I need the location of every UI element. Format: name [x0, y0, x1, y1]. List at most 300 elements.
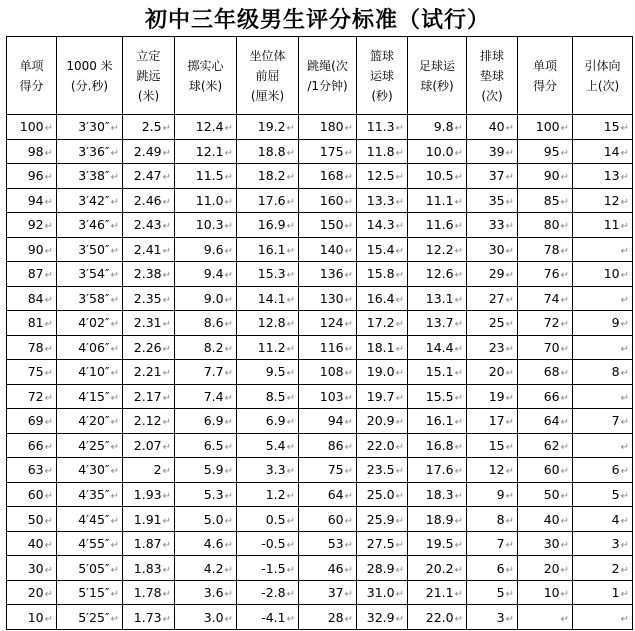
cell-value: 72: [543, 315, 560, 331]
return-mark-icon: ↵: [505, 147, 514, 159]
cell-value: 98: [27, 143, 44, 159]
table-cell: [123, 507, 175, 532]
cell-value: -0.5: [261, 536, 286, 552]
cell-value: 8.6: [203, 315, 224, 331]
return-mark-icon: ↵: [505, 589, 514, 601]
cell-value: 11.2: [257, 339, 286, 355]
return-mark-icon: ↵: [224, 270, 233, 282]
table-cell: [57, 482, 123, 507]
cell-value: 14.3: [366, 217, 395, 233]
page-title: 初中三年级男生评分标准（试行）: [144, 7, 490, 33]
cell-value: 12.1: [195, 143, 224, 159]
cell-value: 20: [488, 364, 505, 380]
return-mark-icon: ↵: [110, 319, 119, 331]
table-cell: [357, 433, 408, 458]
table-cell: [467, 139, 518, 164]
column-header: 跳绳(次 /1分钟): [299, 37, 357, 115]
table-cell: [175, 360, 237, 385]
return-mark-icon: ↵: [454, 221, 463, 233]
return-mark-icon: ↵: [44, 564, 53, 576]
table-cell: [518, 458, 573, 483]
cell-value: 60: [327, 511, 344, 527]
cell-value: 3′58″: [78, 290, 110, 306]
return-mark-icon: ↵: [454, 466, 463, 478]
table-cell: [357, 360, 408, 385]
table-cell: [357, 482, 408, 507]
return-mark-icon: ↵: [344, 613, 353, 625]
cell-value: 92: [27, 217, 44, 233]
table-cell: [175, 482, 237, 507]
cell-value: 13.3: [366, 192, 395, 208]
return-mark-icon: ↵: [620, 221, 629, 233]
table-cell: [357, 139, 408, 164]
cell-value: 40: [543, 511, 560, 527]
return-mark-icon: ↵: [162, 441, 171, 453]
return-mark-icon: ↵: [344, 245, 353, 257]
table-cell: [237, 188, 299, 213]
return-mark-icon: ↵: [110, 613, 119, 625]
return-mark-icon: ↵: [454, 589, 463, 601]
cell-value: 10: [603, 266, 620, 282]
cell-value: 2.07: [133, 437, 162, 453]
return-mark-icon: ↵: [620, 392, 629, 404]
return-mark-icon: ↵: [224, 490, 233, 502]
cell-value: 116: [319, 339, 344, 355]
column-header: 足球运 球(秒): [408, 37, 467, 115]
table-cell: [123, 605, 175, 630]
return-mark-icon: ↵: [454, 147, 463, 159]
return-mark-icon: ↵: [344, 540, 353, 552]
cell-value: 150: [319, 217, 344, 233]
return-mark-icon: ↵: [620, 368, 629, 380]
return-mark-icon: ↵: [560, 392, 569, 404]
return-mark-icon: ↵: [286, 564, 295, 576]
return-mark-icon: ↵: [224, 540, 233, 552]
return-mark-icon: ↵: [286, 270, 295, 282]
cell-value: 2: [153, 462, 162, 478]
table-cell: [175, 139, 237, 164]
table-cell: [408, 580, 467, 605]
table-cell: [123, 556, 175, 581]
return-mark-icon: ↵: [395, 589, 404, 601]
return-mark-icon: ↵: [224, 147, 233, 159]
return-mark-icon: ↵: [505, 466, 514, 478]
table-cell: [237, 409, 299, 434]
table-cell: [175, 507, 237, 532]
table-cell: [123, 482, 175, 507]
return-mark-icon: ↵: [286, 466, 295, 478]
cell-value: 23.5: [366, 462, 395, 478]
return-mark-icon: ↵: [110, 245, 119, 257]
cell-value: 12: [488, 462, 505, 478]
table-row: [7, 311, 633, 336]
table-cell: [7, 384, 57, 409]
cell-value: 13.1: [425, 290, 454, 306]
table-cell: [175, 335, 237, 360]
return-mark-icon: ↵: [44, 245, 53, 257]
cell-value: 4′55″: [78, 536, 110, 552]
table-cell: [573, 213, 633, 238]
return-mark-icon: ↵: [286, 319, 295, 331]
column-header: 坐位体 前屈 (厘米): [237, 37, 299, 115]
table-cell: [299, 139, 357, 164]
return-mark-icon: ↵: [395, 294, 404, 306]
cell-value: 39: [488, 143, 505, 159]
return-mark-icon: ↵: [505, 245, 514, 257]
cell-value: 136: [319, 266, 344, 282]
cell-value: 2.46: [133, 192, 162, 208]
cell-value: 13.7: [425, 315, 454, 331]
return-mark-icon: ↵: [224, 319, 233, 331]
return-mark-icon: ↵: [505, 441, 514, 453]
return-mark-icon: ↵: [560, 172, 569, 184]
return-mark-icon: ↵: [110, 564, 119, 576]
cell-value: 86: [327, 437, 344, 453]
return-mark-icon: ↵: [620, 564, 629, 576]
return-mark-icon: ↵: [454, 441, 463, 453]
return-mark-icon: ↵: [286, 294, 295, 306]
cell-value: 19.5: [425, 536, 454, 552]
table-cell: [123, 433, 175, 458]
table-cell: [299, 458, 357, 483]
cell-value: 4′25″: [78, 437, 110, 453]
table-cell: [237, 433, 299, 458]
cell-value: 25.0: [366, 486, 395, 502]
table-row: [7, 213, 633, 238]
return-mark-icon: ↵: [224, 294, 233, 306]
cell-value: 12.6: [425, 266, 454, 282]
cell-value: 7.7: [203, 364, 224, 380]
table-cell: [7, 531, 57, 556]
return-mark-icon: ↵: [286, 392, 295, 404]
table-row: [7, 335, 633, 360]
table-cell: [57, 458, 123, 483]
table-cell: [237, 384, 299, 409]
cell-value: 2.5: [141, 119, 162, 135]
cell-value: 14: [603, 143, 620, 159]
table-cell: [57, 139, 123, 164]
cell-value: 15.3: [257, 266, 286, 282]
table-cell: [357, 384, 408, 409]
cell-value: 78: [543, 241, 560, 257]
table-cell: [357, 458, 408, 483]
return-mark-icon: ↵: [344, 123, 353, 135]
return-mark-icon: ↵: [344, 441, 353, 453]
table-cell: [237, 556, 299, 581]
cell-value: 22.0: [425, 609, 454, 625]
cell-value: 15.8: [366, 266, 395, 282]
cell-value: 46: [327, 560, 344, 576]
cell-value: 4.2: [203, 560, 224, 576]
cell-value: 28.9: [366, 560, 395, 576]
return-mark-icon: ↵: [344, 368, 353, 380]
table-cell: [7, 139, 57, 164]
cell-value: 0.5: [265, 511, 286, 527]
table-cell: [357, 286, 408, 311]
return-mark-icon: ↵: [560, 466, 569, 478]
cell-value: 12.8: [257, 315, 286, 331]
return-mark-icon: ↵: [505, 392, 514, 404]
table-cell: [518, 409, 573, 434]
cell-value: 16.9: [257, 217, 286, 233]
cell-value: 11: [603, 217, 620, 233]
table-cell: [299, 507, 357, 532]
cell-value: 50: [27, 511, 44, 527]
return-mark-icon: ↵: [44, 196, 53, 208]
cell-value: 4′30″: [78, 462, 110, 478]
return-mark-icon: ↵: [110, 589, 119, 601]
return-mark-icon: ↵: [505, 564, 514, 576]
table-cell: [357, 531, 408, 556]
cell-value: 16.8: [425, 437, 454, 453]
return-mark-icon: ↵: [162, 466, 171, 478]
table-row: [7, 433, 633, 458]
table-cell: [7, 507, 57, 532]
cell-value: 4′45″: [78, 511, 110, 527]
return-mark-icon: ↵: [110, 147, 119, 159]
table-cell: [7, 360, 57, 385]
table-cell: [408, 139, 467, 164]
cell-value: 2.35: [133, 290, 162, 306]
table-cell: [518, 580, 573, 605]
table-cell: [7, 188, 57, 213]
table-cell: [299, 482, 357, 507]
return-mark-icon: ↵: [454, 319, 463, 331]
table-cell: [357, 115, 408, 140]
return-mark-icon: ↵: [505, 417, 514, 429]
return-mark-icon: ↵: [454, 123, 463, 135]
table-cell: [57, 164, 123, 189]
return-mark-icon: ↵: [560, 441, 569, 453]
table-cell: [573, 164, 633, 189]
table-cell: [123, 580, 175, 605]
return-mark-icon: ↵: [44, 392, 53, 404]
table-cell: [573, 115, 633, 140]
table-cell: [467, 262, 518, 287]
table-cell: [7, 237, 57, 262]
table-cell: [7, 335, 57, 360]
return-mark-icon: ↵: [395, 221, 404, 233]
cell-value: 68: [543, 364, 560, 380]
table-cell: [299, 164, 357, 189]
return-mark-icon: ↵: [44, 441, 53, 453]
cell-value: 85: [543, 192, 560, 208]
table-cell: [408, 335, 467, 360]
table-cell: [408, 164, 467, 189]
return-mark-icon: ↵: [162, 343, 171, 355]
table-cell: [123, 262, 175, 287]
return-mark-icon: ↵: [454, 172, 463, 184]
cell-value: 76: [543, 266, 560, 282]
return-mark-icon: ↵: [110, 221, 119, 233]
cell-value: 1.2: [265, 486, 286, 502]
return-mark-icon: ↵: [162, 196, 171, 208]
table-row: [7, 580, 633, 605]
cell-value: 2.21: [133, 364, 162, 380]
return-mark-icon: ↵: [44, 270, 53, 282]
cell-value: 3′42″: [78, 192, 110, 208]
return-mark-icon: ↵: [44, 368, 53, 380]
table-cell: [573, 384, 633, 409]
cell-value: 20: [543, 560, 560, 576]
return-mark-icon: ↵: [286, 343, 295, 355]
cell-value: 3.3: [265, 462, 286, 478]
cell-value: 11.6: [425, 217, 454, 233]
table-cell: [573, 409, 633, 434]
cell-value: 29: [488, 266, 505, 282]
cell-value: 11.3: [366, 119, 395, 135]
cell-value: 9: [611, 315, 620, 331]
table-cell: [123, 335, 175, 360]
table-cell: [408, 237, 467, 262]
return-mark-icon: ↵: [224, 417, 233, 429]
return-mark-icon: ↵: [162, 417, 171, 429]
cell-value: 15: [603, 119, 620, 135]
cell-value: 2: [611, 560, 620, 576]
return-mark-icon: ↵: [286, 515, 295, 527]
return-mark-icon: ↵: [560, 417, 569, 429]
return-mark-icon: ↵: [505, 172, 514, 184]
return-mark-icon: ↵: [344, 417, 353, 429]
table-cell: [518, 237, 573, 262]
return-mark-icon: ↵: [505, 540, 514, 552]
return-mark-icon: ↵: [560, 564, 569, 576]
cell-value: 37: [488, 168, 505, 184]
table-cell: [175, 458, 237, 483]
table-cell: [573, 262, 633, 287]
cell-value: 6.9: [203, 413, 224, 429]
return-mark-icon: ↵: [286, 196, 295, 208]
cell-value: 19.7: [366, 388, 395, 404]
table-cell: [123, 286, 175, 311]
table-cell: [408, 458, 467, 483]
table-cell: [518, 139, 573, 164]
table-row: [7, 482, 633, 507]
return-mark-icon: ↵: [162, 270, 171, 282]
cell-value: 6.5: [203, 437, 224, 453]
return-mark-icon: ↵: [162, 540, 171, 552]
column-header: 立定 跳远 (米): [123, 37, 175, 115]
table-cell: [357, 213, 408, 238]
return-mark-icon: ↵: [286, 613, 295, 625]
table-cell: [299, 384, 357, 409]
cell-value: 4′10″: [78, 364, 110, 380]
table-cell: [237, 262, 299, 287]
table-cell: [175, 384, 237, 409]
table-cell: [467, 384, 518, 409]
return-mark-icon: ↵: [162, 172, 171, 184]
table-row: [7, 115, 633, 140]
table-cell: [57, 605, 123, 630]
cell-value: 69: [27, 413, 44, 429]
table-cell: [573, 335, 633, 360]
table-cell: [357, 262, 408, 287]
return-mark-icon: ↵: [224, 515, 233, 527]
table-cell: [57, 556, 123, 581]
return-mark-icon: ↵: [110, 466, 119, 478]
cell-value: 78: [27, 339, 44, 355]
table-cell: [7, 482, 57, 507]
table-cell: [237, 237, 299, 262]
return-mark-icon: ↵: [44, 319, 53, 331]
cell-value: 35: [488, 192, 505, 208]
return-mark-icon: ↵: [560, 221, 569, 233]
cell-value: 4′02″: [78, 315, 110, 331]
return-mark-icon: ↵: [344, 515, 353, 527]
cell-value: 2.26: [133, 339, 162, 355]
table-cell: [573, 311, 633, 336]
cell-value: 9.6: [203, 241, 224, 257]
return-mark-icon: ↵: [162, 147, 171, 159]
table-cell: [57, 335, 123, 360]
cell-value: 12.5: [366, 168, 395, 184]
table-cell: [467, 556, 518, 581]
table-cell: [299, 360, 357, 385]
cell-value: 175: [319, 143, 344, 159]
cell-value: 1.78: [133, 585, 162, 601]
cell-value: 21.1: [425, 585, 454, 601]
return-mark-icon: ↵: [44, 172, 53, 184]
table-cell: [123, 237, 175, 262]
cell-value: 8: [496, 511, 505, 527]
cell-value: 17.2: [366, 315, 395, 331]
return-mark-icon: ↵: [505, 613, 514, 625]
return-mark-icon: ↵: [395, 441, 404, 453]
cell-value: 5.3: [203, 486, 224, 502]
return-mark-icon: ↵: [286, 221, 295, 233]
table-cell: [57, 188, 123, 213]
return-mark-icon: ↵: [560, 270, 569, 282]
return-mark-icon: ↵: [560, 147, 569, 159]
cell-value: 15: [488, 437, 505, 453]
cell-value: 90: [27, 241, 44, 257]
return-mark-icon: ↵: [560, 196, 569, 208]
table-cell: [518, 531, 573, 556]
table-cell: [7, 286, 57, 311]
cell-value: 8: [611, 364, 620, 380]
return-mark-icon: ↵: [344, 392, 353, 404]
return-mark-icon: ↵: [395, 172, 404, 184]
return-mark-icon: ↵: [620, 466, 629, 478]
cell-value: 5: [496, 585, 505, 601]
return-mark-icon: ↵: [162, 221, 171, 233]
table-cell: [299, 531, 357, 556]
table-cell: [408, 286, 467, 311]
table-cell: [408, 433, 467, 458]
return-mark-icon: ↵: [344, 564, 353, 576]
table-cell: [57, 531, 123, 556]
table-cell: [408, 188, 467, 213]
return-mark-icon: ↵: [162, 515, 171, 527]
cell-value: 3: [611, 536, 620, 552]
table-cell: [357, 188, 408, 213]
return-mark-icon: ↵: [620, 147, 629, 159]
return-mark-icon: ↵: [560, 540, 569, 552]
return-mark-icon: ↵: [560, 515, 569, 527]
return-mark-icon: ↵: [505, 319, 514, 331]
table-cell: [237, 360, 299, 385]
table-row: [7, 507, 633, 532]
table-cell: [518, 556, 573, 581]
return-mark-icon: ↵: [162, 368, 171, 380]
cell-value: 5: [611, 486, 620, 502]
cell-value: 27.5: [366, 536, 395, 552]
table-cell: [237, 605, 299, 630]
cell-value: -1.5: [261, 560, 286, 576]
return-mark-icon: ↵: [110, 515, 119, 527]
return-mark-icon: ↵: [162, 123, 171, 135]
return-mark-icon: ↵: [620, 294, 629, 306]
